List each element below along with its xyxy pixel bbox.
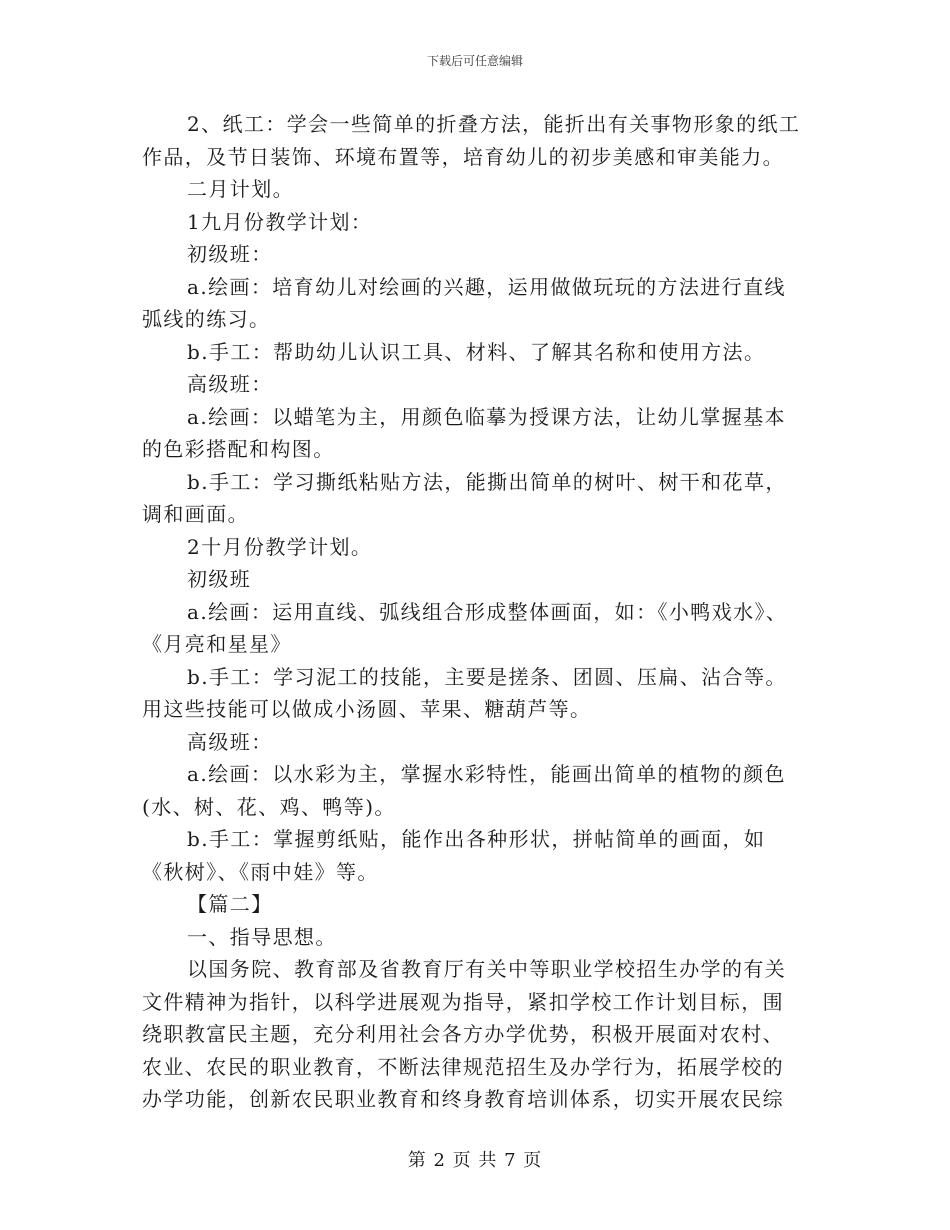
text-line: 二月计划。 <box>187 177 294 201</box>
page-footer: 第 2 页 共 7 页 <box>407 1150 543 1171</box>
text-line: b.手工：帮助幼儿认识工具、材料、了解其名称和使用方法。 <box>187 339 766 364</box>
text-line: 初级班： <box>187 242 273 266</box>
text-line: 弧线的练习。 <box>142 307 271 331</box>
text-line: 2十月份教学计划。 <box>187 534 373 559</box>
text-line: 一、指导思想。 <box>187 924 337 949</box>
text-line: 【篇二】 <box>187 892 273 916</box>
page-header: 下载后可任意编辑 <box>426 54 523 68</box>
text-line: 高级班： <box>187 372 273 396</box>
text-line: 文件精神为指针，以科学进展观为指导，紧扣学校工作计划目标，围 <box>142 989 784 1014</box>
text-line: 《秋树》、《雨中娃》等。 <box>142 859 379 884</box>
text-line: a.绘画：培育幼儿对绘画的兴趣，运用做做玩玩的方法进行直线 <box>187 274 786 299</box>
text-line: 用这些技能可以做成小汤圆、苹果、糖葫芦等。 <box>142 697 592 721</box>
text-line: 作品，及节日装饰、环境布置等，培育幼儿的初步美感和审美能力。 <box>142 144 784 169</box>
text-line: a.绘画：以蜡笔为主，用颜色临摹为授课方法，让幼儿掌握基本 <box>187 404 786 429</box>
text-line: 调和画面。 <box>142 502 249 526</box>
text-line: 农业、农民的职业教育，不断法律规范招生及办学行为，拓展学校的 <box>142 1054 784 1079</box>
text-line: 2、纸工：学会一些简单的折叠方法，能折出有关事物形象的纸工 <box>187 112 801 136</box>
text-line: 办学功能，创新农民职业教育和终身教育培训体系，切实开展农民综 <box>142 1087 784 1111</box>
text-line: 1九月份教学计划： <box>187 209 373 234</box>
text-line: a.绘画：运用直线、弧线组合形成整体画面，如：《小鸭戏水》、 <box>187 599 788 624</box>
text-line: b.手工：掌握剪纸贴，能作出各种形状，拼帖简单的画面，如 <box>187 827 766 851</box>
text-line: b.手工：学习泥工的技能，主要是搓条、团圆、压扁、沾合等。 <box>187 664 787 689</box>
text-line: 的色彩搭配和构图。 <box>142 437 335 461</box>
text-line: 初级班 <box>187 567 252 591</box>
text-line: 《月亮和星星》 <box>142 632 292 656</box>
document-body <box>142 108 808 1116</box>
text-line: 绕职教富民主题，充分利用社会各方办学优势，积极开展面对农村、 <box>142 1022 784 1046</box>
text-line: 以国务院、教育部及省教育厅有关中等职业学校招生办学的有关 <box>187 957 787 981</box>
text-line: b.手工：学习撕纸粘贴方法，能撕出简单的树叶、树干和花草， <box>187 469 787 494</box>
text-line: (水、树、花、鸡、鸭等)。 <box>142 794 396 819</box>
text-line: a.绘画：以水彩为主，掌握水彩特性，能画出简单的植物的颜色 <box>187 762 786 786</box>
text-line: 高级班： <box>187 729 273 754</box>
